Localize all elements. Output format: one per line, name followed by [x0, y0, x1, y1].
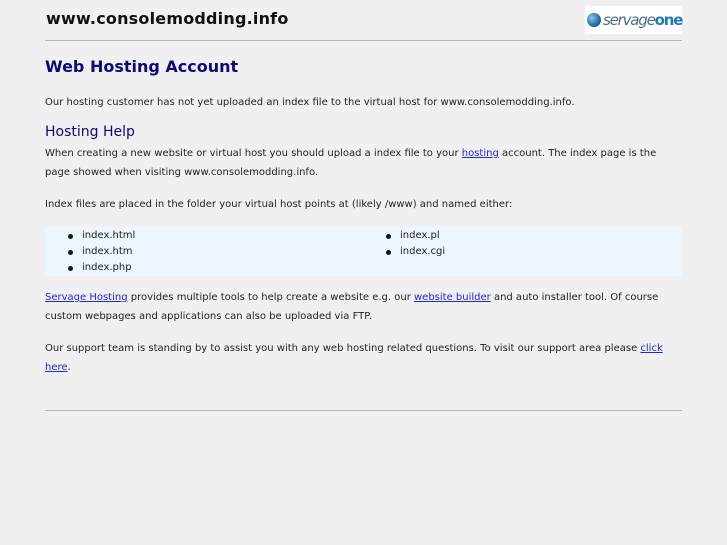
tools-text-part1: provides multiple tools to help create a website e.g. our — [127, 292, 414, 303]
list-item: index.php — [46, 260, 135, 276]
footer-divider — [45, 410, 682, 411]
site-title: www.consolemodding.info — [46, 9, 289, 28]
website-builder-link[interactable]: website builder — [413, 292, 491, 303]
support-paragraph — [45, 339, 682, 377]
servage-one-logo[interactable] — [585, 6, 682, 34]
list-item: index.html — [46, 228, 135, 244]
index-files-column-2 — [364, 228, 445, 260]
logo-text — [603, 10, 683, 29]
support-end: . — [67, 362, 71, 373]
globe-icon — [587, 13, 601, 27]
index-files-intro: Index files are placed in the folder your virtual host points at (likely /www) and named either: — [45, 199, 513, 210]
hosting-help-paragraph — [45, 144, 682, 182]
hosting-link[interactable]: hosting — [461, 148, 499, 159]
page-title: Web Hosting Account — [45, 57, 239, 76]
page-container — [45, 0, 683, 373]
list-item: index.htm — [46, 244, 135, 260]
index-files-column-1 — [46, 228, 135, 276]
hosting-help-heading: Hosting Help — [45, 124, 135, 140]
intro-paragraph: Our hosting customer has not yet uploaded an index file to the virtual host for www.consolemodding.info. — [45, 97, 575, 108]
support-text: Our support team is standing by to assist you with any web hosting related questions. To visit our support area please — [45, 343, 641, 354]
list-item: index.pl — [364, 228, 445, 244]
tools-text-part2: and auto installer tool. Of course custom webpages and applications can also be uploaded via FTP. — [45, 292, 659, 322]
index-files-list — [45, 227, 682, 276]
click-here-link[interactable]: click here — [45, 343, 663, 373]
help-text-part2: account. The index page is the page showed when visiting www.consolemodding.info. — [45, 148, 657, 178]
page-header — [45, 0, 682, 41]
logo-text-servage: servage — [603, 10, 655, 29]
logo-text-one: one — [654, 10, 683, 29]
servage-hosting-link[interactable]: Servage Hosting — [45, 292, 128, 303]
list-item: index.cgi — [364, 244, 445, 260]
help-text-part1: When creating a new website or virtual host you should upload a index file to your — [45, 148, 462, 159]
tools-paragraph — [45, 288, 682, 326]
